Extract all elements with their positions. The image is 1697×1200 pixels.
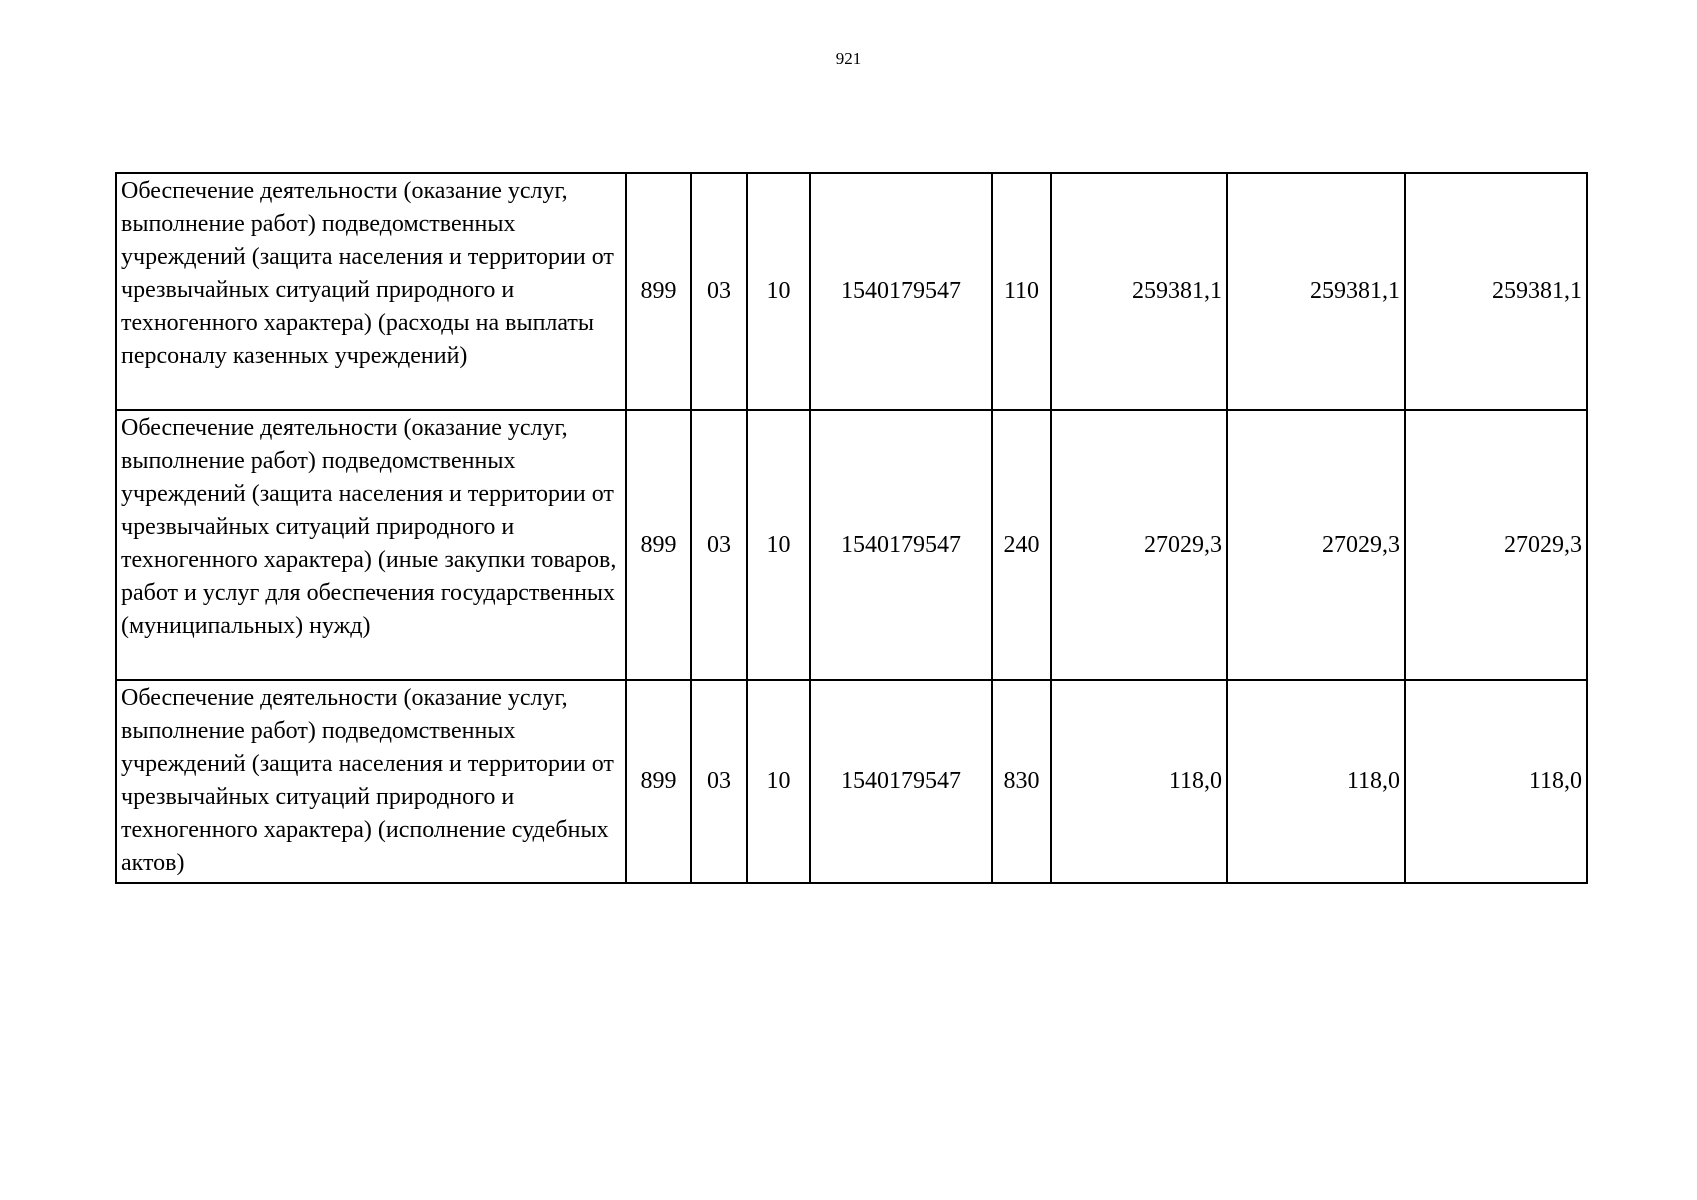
target-article-code: 1540179547 — [810, 680, 992, 883]
subsection-code: 10 — [747, 410, 810, 680]
expense-type-code: 240 — [992, 410, 1051, 680]
section-code: 03 — [691, 410, 747, 680]
ministry-code: 899 — [626, 410, 691, 680]
amount-cell-1: 27029,3 — [1051, 410, 1227, 680]
target-article-code: 1540179547 — [810, 173, 992, 410]
target-article-code: 1540179547 — [810, 410, 992, 680]
amount-cell-2: 118,0 — [1227, 680, 1405, 883]
table-row — [116, 410, 1587, 680]
table-row — [116, 680, 1587, 883]
row-description: Обеспечение деятельности (оказание услуг, выполнение работ) подведомственных учреждений (защита населения и территории от чрезвычайных ситуаций природного и техногенного характера) (иные закупки товаров, работ и услуг для обеспечения государственных (муниципальных) нужд) — [116, 410, 626, 680]
subsection-code: 10 — [747, 680, 810, 883]
section-code: 03 — [691, 680, 747, 883]
amount-cell-2: 27029,3 — [1227, 410, 1405, 680]
row-description: Обеспечение деятельности (оказание услуг, выполнение работ) подведомственных учреждений (защита населения и территории от чрезвычайных ситуаций природного и техногенного характера) (расходы на выплаты персоналу казенных учреждений) — [116, 173, 626, 410]
ministry-code: 899 — [626, 680, 691, 883]
section-code: 03 — [691, 173, 747, 410]
amount-cell-3: 27029,3 — [1405, 410, 1587, 680]
page-number: 921 — [835, 49, 862, 68]
subsection-code: 10 — [747, 173, 810, 410]
amount-cell-3: 259381,1 — [1405, 173, 1587, 410]
amount-cell-3: 118,0 — [1405, 680, 1587, 883]
table-row — [116, 173, 1587, 410]
amount-cell-1: 259381,1 — [1051, 173, 1227, 410]
budget-table — [115, 172, 1588, 884]
ministry-code: 899 — [626, 173, 691, 410]
expense-type-code: 830 — [992, 680, 1051, 883]
expense-type-code: 110 — [992, 173, 1051, 410]
row-description: Обеспечение деятельности (оказание услуг, выполнение работ) подведомственных учреждений (защита населения и территории от чрезвычайных ситуаций природного и техногенного характера) (исполнение судебных актов) — [116, 680, 626, 883]
amount-cell-1: 118,0 — [1051, 680, 1227, 883]
amount-cell-2: 259381,1 — [1227, 173, 1405, 410]
